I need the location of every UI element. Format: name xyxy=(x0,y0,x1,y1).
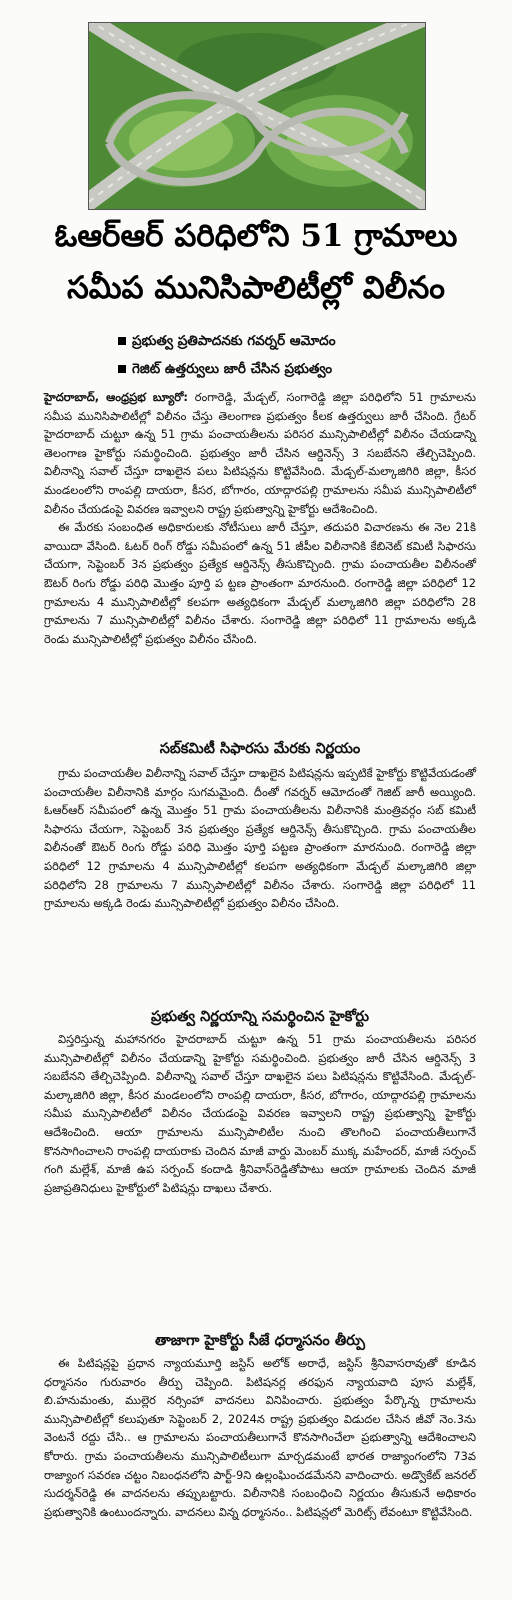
headline-line-1: ఓఆర్ఆర్ పరిధిలోని 51 గ్రామాలు xyxy=(54,218,458,254)
aerial-highway-interchange-photo xyxy=(88,22,426,210)
bullet-point-2 xyxy=(118,358,332,380)
square-bullet-icon xyxy=(118,337,126,345)
article-paragraph-2: ఈ మేరకు సంబంధిత అధికారులకు నోటీసులు జారీ చేస్తూ, తదుపరి విచారణను ఈ నెల 21కి వాయిదా వేసింది. ఓటర్ రింగ్ రోడ్డు సమీపంలో ఉన్న 51 జీపీల విలీనానికి కేబినెట్ కమిటీ సిఫారసు చేయగా, సెప్టెంబర్ 3న ప్రభుత్వం ప్రత్యేక ఆర్డినెన్స్ తీసుకొచ్చింది. గ్రామ పంచాయతీల విలీనంతో ఔటర్ రింగు రోడ్డు పరిధి మొత్తం పూర్తి ప ట్టణ ప్రాంతంగా మారనుంది. రంగారెడ్డి జిల్లా పరిధిలో 12 గ్రామాలను 4 మున్సిపాలిటీల్లో కలపగా అత్యధికంగా మేడ్చల్ మల్కాజిగిరి జిల్లా పరిధిలోని 28 గ్రామాలను 7 మున్సిపాలిటీల్లో విలీనం చేశారు. సంగారెడ్డి జిల్లా పరిధిలో 11 గ్రామాలను అక్కడి రెండు మున్సిపాలిటీల్లో ప్రభుత్వం విలీనం చేసింది. xyxy=(44,520,476,646)
section-3-text: విస్తరిస్తున్న మహానగరం హైదరాబాద్ చుట్టూ ఉన్న 51 గ్రామ పంచాయతీలను పరిసర మున్సిపాలిటీల్లో విలీనం చేయడాన్ని హైకోర్టు సమర్థించింది. ప్రభుత్వం జారీ చేసిన ఆర్డినెన్స్ 3 సబబేనని తేల్చిచెప్పింది. విలీనాన్ని సవాల్ చేస్తూ దాఖలైన పలు పిటిషన్లను కొట్టివేసింది. మేడ్చల్-మల్కాజిగిరి జిల్లా, కీసర మండలంలోని రాంపల్లి దాయరా, కీసర, బోగారం, యాద్గారపల్లి గ్రామాలను సమీప మున్సిపాలిటీలో విలీనం చేయడంపై వివరణ ఇవ్వాలని రాష్ట్ర ప్రభుత్వాన్ని హైకోర్టు ఆదేశించింది. ఆయా గ్రామాలను మున్సిపాలిటీల నుంచి తొలగించి పంచాయతీలుగానే కొనసాగించాలని రాంపల్లి దాయరాకు చెందిన మాజీ వార్డు మెంబర్ ముక్క మహేందర్, మాజీ సర్పంచ్ గంగి మల్లేశ్, మాజీ ఉప సర్పంచ్ కందాడి శ్రీనివాస్‌రెడ్డితోపాటు ఆయా గ్రామాలకు చెందిన మాజీ ప్రజాప్రతినిధులు హైకోర్టులో పిటిషన్లు దాఖలు చేశారు. xyxy=(44,1032,476,1195)
square-bullet-icon xyxy=(118,365,126,373)
article-section-4 xyxy=(44,1354,476,1521)
article-section-2 xyxy=(44,764,476,913)
section-4-text: ఈ పిటిషన్లపై ప్రధాన న్యాయమూర్తి జస్టిస్ అలోక్ అరాధే, జస్టిస్ శ్రీనివాసరావుతో కూడిన ధర్మాసనం గురువారం తీర్పు చెప్పింది. పిటిషనర్ల తరఫున న్యాయవాది పూస మల్లేశ్, బి.హనుమంతు, ముల్లెర నర్సింహా వాదనలు వినిపించారు. ప్రభుత్వం పేర్కొన్న గ్రామాలను మున్సిపాలిటీల్లో కలుపుతూ సెప్టెంబర్ 2, 2024న రాష్ట్ర ప్రభుత్వం విడుదల చేసిన జీవో నెం.3ను వెంటనే రద్దు చేసి.. ఆ గ్రామాలను పంచాయతీలుగానే కొనసాగించేలా ప్రభుత్వాన్ని ఆదేశించాలని కోరారు. గ్రామ పంచాయతీలను మున్సిపాలిటీలుగా మార్చడమంటే భారత రాజ్యాంగంలోని 73వ రాజ్యాంగ సవరణ చట్టం నిబంధనలోని పార్ట్-9ని ఉల్లంఘించడమేనని వాదించారు. అడ్వొకేట్ జనరల్ సుదర్శన్‌రెడ్డి ఈ వాదనలను తప్పుబట్టారు. విలీనానికి సంబంధించి నిర్ణయం తీసుకునే అధికారం ప్రభుత్వానికి ఉంటుందన్నారు. వాదనలు విన్న ధర్మాసనం.. పిటిషన్లలో మెరిట్స్ లేవంటూ కొట్టివేసింది. xyxy=(44,1356,476,1519)
bullet-point-1 xyxy=(118,330,336,352)
article-intro xyxy=(44,388,476,648)
bullet-text-2: గెజిట్ ఉత్తర్వులు జారీ చేసిన ప్రభుత్వం xyxy=(132,361,333,377)
dateline: హైదరాబాద్, ఆంధ్రప్రభ బ్యూరో: xyxy=(44,390,188,404)
article-paragraph-1 xyxy=(44,388,476,518)
paragraph-1-text: రంగారెడ్డి, మేడ్చల్, సంగారెడ్డి జిల్లా పరిధిలోని 51 గ్రామాలను సమీప మునిసిపాలిటీల్లో విలీనం చేస్తు తెలంగాణ ప్రభుత్వం కీలక ఉత్తర్వులు జారీ చేసింది. గ్రేటర్ హైదరాబాద్ చుట్టూ ఉన్న 51 గ్రామ పంచాయతీలను పరిసర మున్సిపాలిటీల్లో విలీనం చేయడాన్ని తెలంగాణ హైకోర్టు సమర్థించింది. ప్రభుత్వం జారీ చేసిన ఆర్డినెన్స్ 3 సబబేనని తేల్చిచెప్పింది. విలీనాన్ని సవాల్ చేస్తూ దాఖలైన పలు పిటిషన్లను కొట్టివేసింది. మేడ్చల్-మల్కాజిగిరి జిల్లా, కీసర మండలంలోని రాంపల్లి దాయరా, కీసర, బోగారం, యాద్గారపల్లి గ్రామాలను సమీప మున్సిపాలిటీలో విలీనం చేయడంపై వివరణ ఇవ్వాలని రాష్ట్ర ప్రభుత్వాన్ని హైకోర్టు ఆదేశించింది. xyxy=(44,390,476,516)
article-section-3 xyxy=(44,1030,476,1197)
bullet-text-1: ప్రభుత్వ ప్రతిపాదనకు గవర్నర్ ఆమోదం xyxy=(132,333,336,349)
subheading-subcommittee: సబ్‌కమిటీ సిఫారసు మేరకు నిర్ణయం xyxy=(159,741,361,757)
section-2-text: గ్రామ పంచాయతీల విలీనాన్ని సవాల్ చేస్తూ దాఖలైన పిటిషన్లను ఇప్పటికే హైకోర్టు కొట్టివేయడంతో పంచాయతీల విలీనానికి మార్గం సుగమమైంది. దీంతో గవర్నర్ ఆమోదంతో గెజిట్ జారీ అయ్యింది. ఓఆర్ఆర్ సమీపంలో ఉన్న మొత్తం 51 గ్రామ పంచాయతీలను విలీనానికి మంత్రివర్గం సబ్ కమిటీ సిఫారసు చేయగా, సెప్టెంబర్ 3న ప్రభుత్వం ప్రత్యేక ఆర్డినెన్స్ తీసుకొచ్చింది. గ్రామ పంచాయతీల విలీనంతో ఔటర్ రింగు రోడ్డు పరిధి మొత్తం పూర్తి పట్టణ ప్రాంతంగా మారనుంది. రంగారెడ్డి జిల్లా పరిధిలో 12 గ్రామాలను 4 మున్సిపాలిటీల్లో కలపగా అత్యధికంగా మేడ్చల్ మల్కాజిగిరి జిల్లా పరిధిలోని 28 గ్రామాలను 7 మున్సిపాలిటీల్లో విలీనం చేశారు. సంగారెడ్డి జిల్లా పరిధిలో 11 గ్రామాలను అక్కడి రెండు మున్సిపాలిటీల్లో ప్రభుత్వం విలీనం చేసింది. xyxy=(44,766,476,911)
subheading-high-court-upholds: ప్రభుత్వ నిర్ణయాన్ని సమర్థించిన హైకోర్టు xyxy=(150,1009,370,1025)
subheading-cj-bench-verdict: తాజాగా హైకోర్టు సీజే ధర్మాసనం తీర్పు xyxy=(154,1333,366,1349)
headline-line-2: సమీప మునిసిపాలిటీల్లో విలీనం xyxy=(67,270,445,306)
